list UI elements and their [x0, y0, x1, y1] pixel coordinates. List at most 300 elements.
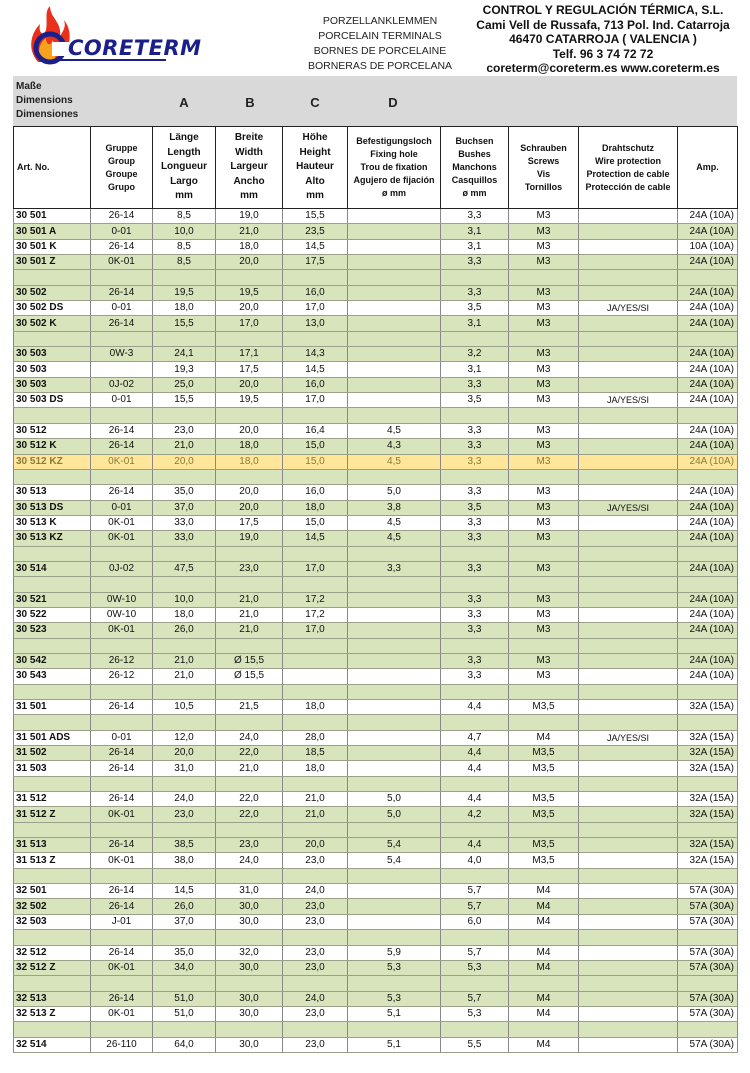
cell-amp	[678, 976, 738, 991]
cell-group: 26-14	[91, 285, 153, 300]
cell-wire-protection	[579, 469, 678, 484]
cell-bushes: 3,3	[441, 653, 509, 668]
cell-height	[283, 331, 348, 346]
cell-art-no: 30 512 KZ	[14, 454, 91, 469]
cell-bushes	[441, 1022, 509, 1037]
cell-amp	[678, 331, 738, 346]
cell-screws	[509, 1022, 579, 1037]
cell-height	[283, 270, 348, 285]
cell-fixing-hole: 4,5	[348, 531, 441, 546]
cell-screws: M3	[509, 239, 579, 254]
cell-amp: 32A (15A)	[678, 700, 738, 715]
cell-screws	[509, 546, 579, 561]
table-row-highlighted	[14, 454, 738, 469]
col-wire-protection: Drahtschutz Wire protection Protection de cable Protección de cable	[579, 127, 678, 209]
cell-amp: 32A (15A)	[678, 761, 738, 776]
cell-amp: 24A (10A)	[678, 531, 738, 546]
cell-width: 30,0	[216, 960, 283, 975]
cell-length	[153, 638, 216, 653]
cell-group	[91, 469, 153, 484]
cell-amp: 57A (30A)	[678, 1037, 738, 1052]
cell-length: 23,0	[153, 807, 216, 822]
cell-screws	[509, 684, 579, 699]
cell-screws	[509, 976, 579, 991]
cell-art-no: 30 503	[14, 347, 91, 362]
cell-fixing-hole: 5,0	[348, 807, 441, 822]
cell-amp	[678, 822, 738, 837]
title-es: BORNERAS DE PORCELANA	[307, 60, 453, 72]
table-row	[14, 592, 738, 607]
col-fixing-hole: Befestigungsloch Fixing hole Trou de fixation Agujero de fijación ø mm	[348, 127, 441, 209]
cell-amp: 24A (10A)	[678, 377, 738, 392]
cell-art-no: 31 512 Z	[14, 807, 91, 822]
cell-group: 0K-01	[91, 454, 153, 469]
dimensions-bar	[13, 76, 737, 126]
cell-screws: M4	[509, 991, 579, 1006]
cell-fixing-hole: 3,8	[348, 500, 441, 515]
cell-screws	[509, 868, 579, 883]
cell-wire-protection	[579, 945, 678, 960]
cell-amp: 57A (30A)	[678, 945, 738, 960]
cell-group: 0-01	[91, 730, 153, 745]
cell-group	[91, 1022, 153, 1037]
cell-screws	[509, 270, 579, 285]
cell-art-no: 30 503	[14, 362, 91, 377]
cell-fixing-hole: 5,1	[348, 1006, 441, 1021]
cell-amp: 24A (10A)	[678, 623, 738, 638]
cell-group	[91, 546, 153, 561]
cell-screws: M4	[509, 914, 579, 929]
cell-bushes: 3,5	[441, 500, 509, 515]
cell-art-no	[14, 684, 91, 699]
cell-fixing-hole	[348, 1022, 441, 1037]
cell-bushes: 3,3	[441, 255, 509, 270]
cell-width	[216, 868, 283, 883]
cell-width	[216, 822, 283, 837]
cell-screws: M4	[509, 884, 579, 899]
cell-group: 26-14	[91, 761, 153, 776]
cell-height: 14,5	[283, 239, 348, 254]
cell-amp: 24A (10A)	[678, 561, 738, 576]
cell-bushes	[441, 546, 509, 561]
cell-group: 26-14	[91, 991, 153, 1006]
cell-length: 35,0	[153, 945, 216, 960]
cell-length: 25,0	[153, 377, 216, 392]
cell-fixing-hole: 4,5	[348, 515, 441, 530]
cell-height: 24,0	[283, 991, 348, 1006]
cell-bushes	[441, 976, 509, 991]
cell-length: 10,0	[153, 224, 216, 239]
cell-art-no: 30 501 K	[14, 239, 91, 254]
cell-height	[283, 546, 348, 561]
cell-fixing-hole: 5,1	[348, 1037, 441, 1052]
cell-bushes: 5,7	[441, 899, 509, 914]
cell-bushes: 3,3	[441, 485, 509, 500]
cell-screws: M4	[509, 945, 579, 960]
cell-width: 19,0	[216, 531, 283, 546]
cell-wire-protection	[579, 899, 678, 914]
company-name: CONTROL Y REGULACIÓN TÉRMICA, S.L.	[482, 3, 724, 17]
table-row	[14, 700, 738, 715]
cell-screws: M4	[509, 1037, 579, 1052]
cell-fixing-hole	[348, 469, 441, 484]
table-row	[14, 669, 738, 684]
cell-fixing-hole	[348, 377, 441, 392]
cell-fixing-hole	[348, 316, 441, 331]
cell-length: 64,0	[153, 1037, 216, 1052]
cell-length: 35,0	[153, 485, 216, 500]
cell-art-no: 30 502 DS	[14, 301, 91, 316]
cell-width: 24,0	[216, 730, 283, 745]
cell-group: 26-14	[91, 239, 153, 254]
cell-wire-protection	[579, 515, 678, 530]
spacer-row	[14, 868, 738, 883]
cell-group: 0W-10	[91, 592, 153, 607]
cell-amp: 24A (10A)	[678, 607, 738, 622]
cell-screws: M3	[509, 653, 579, 668]
cell-fixing-hole	[348, 301, 441, 316]
cell-height: 15,0	[283, 439, 348, 454]
cell-wire-protection	[579, 684, 678, 699]
cell-width: 30,0	[216, 1037, 283, 1052]
cell-length: 51,0	[153, 991, 216, 1006]
cell-art-no: 30 522	[14, 607, 91, 622]
cell-fixing-hole	[348, 347, 441, 362]
cell-screws: M3	[509, 623, 579, 638]
cell-bushes: 3,1	[441, 316, 509, 331]
cell-height: 15,0	[283, 515, 348, 530]
cell-art-no	[14, 976, 91, 991]
cell-height: 16,0	[283, 485, 348, 500]
cell-wire-protection	[579, 408, 678, 423]
cell-length: 37,0	[153, 914, 216, 929]
cell-group: 0-01	[91, 224, 153, 239]
cell-fixing-hole	[348, 255, 441, 270]
cell-length: 21,0	[153, 439, 216, 454]
cell-height: 23,0	[283, 945, 348, 960]
cell-fixing-hole	[348, 653, 441, 668]
table-row	[14, 623, 738, 638]
spacer-row	[14, 684, 738, 699]
cell-bushes	[441, 715, 509, 730]
cell-bushes: 4,4	[441, 700, 509, 715]
cell-width: 20,0	[216, 301, 283, 316]
cell-fixing-hole	[348, 393, 441, 408]
cell-width	[216, 684, 283, 699]
cell-fixing-hole	[348, 577, 441, 592]
cell-wire-protection	[579, 592, 678, 607]
cell-length: 33,0	[153, 515, 216, 530]
cell-art-no: 30 501 A	[14, 224, 91, 239]
cell-amp	[678, 868, 738, 883]
cell-height: 17,0	[283, 623, 348, 638]
cell-height: 17,0	[283, 393, 348, 408]
cell-amp: 24A (10A)	[678, 285, 738, 300]
cell-fixing-hole	[348, 700, 441, 715]
table-row	[14, 807, 738, 822]
cell-width	[216, 546, 283, 561]
cell-fixing-hole: 5,0	[348, 485, 441, 500]
cell-amp: 24A (10A)	[678, 439, 738, 454]
cell-wire-protection	[579, 669, 678, 684]
cell-art-no: 32 512 Z	[14, 960, 91, 975]
cell-amp: 24A (10A)	[678, 515, 738, 530]
cell-amp: 57A (30A)	[678, 914, 738, 929]
cell-amp: 24A (10A)	[678, 347, 738, 362]
cell-length: 34,0	[153, 960, 216, 975]
cell-width	[216, 270, 283, 285]
cell-height	[283, 1022, 348, 1037]
cell-wire-protection	[579, 316, 678, 331]
cell-length: 15,5	[153, 316, 216, 331]
logo-wordmark: CORETERM	[68, 36, 202, 60]
table-row	[14, 377, 738, 392]
cell-wire-protection	[579, 822, 678, 837]
cell-length: 8,5	[153, 239, 216, 254]
cell-art-no	[14, 270, 91, 285]
cell-length: 14,5	[153, 884, 216, 899]
cell-length: 33,0	[153, 531, 216, 546]
cell-length	[153, 715, 216, 730]
cell-length	[153, 331, 216, 346]
cell-width: 20,0	[216, 423, 283, 438]
cell-art-no	[14, 546, 91, 561]
cell-bushes: 5,7	[441, 945, 509, 960]
cell-width: 21,5	[216, 700, 283, 715]
cell-group: 26-110	[91, 1037, 153, 1052]
table-row	[14, 792, 738, 807]
cell-group: 0K-01	[91, 1006, 153, 1021]
cell-fixing-hole	[348, 914, 441, 929]
cell-amp: 32A (15A)	[678, 807, 738, 822]
cell-length: 20,0	[153, 454, 216, 469]
cell-amp: 57A (30A)	[678, 899, 738, 914]
table-row	[14, 224, 738, 239]
cell-art-no: 31 501	[14, 700, 91, 715]
cell-width: 31,0	[216, 884, 283, 899]
cell-group: 0K-01	[91, 531, 153, 546]
cell-width: 17,0	[216, 316, 283, 331]
cell-length: 31,0	[153, 761, 216, 776]
cell-bushes	[441, 684, 509, 699]
cell-art-no	[14, 638, 91, 653]
dimension-letter-b: B	[245, 95, 255, 110]
cell-length: 24,0	[153, 792, 216, 807]
cell-screws: M3	[509, 454, 579, 469]
table-row	[14, 853, 738, 868]
cell-group: 26-14	[91, 792, 153, 807]
cell-group: 26-14	[91, 423, 153, 438]
cell-screws: M3	[509, 561, 579, 576]
cell-height	[283, 822, 348, 837]
cell-fixing-hole: 5,4	[348, 838, 441, 853]
cell-bushes: 3,1	[441, 224, 509, 239]
cell-height: 16,0	[283, 285, 348, 300]
cell-bushes: 3,3	[441, 377, 509, 392]
cell-amp	[678, 546, 738, 561]
cell-amp: 10A (10A)	[678, 239, 738, 254]
cell-length: 26,0	[153, 899, 216, 914]
cell-wire-protection	[579, 761, 678, 776]
cell-group	[91, 408, 153, 423]
cell-fixing-hole	[348, 546, 441, 561]
cell-height: 18,0	[283, 700, 348, 715]
cell-length: 18,0	[153, 301, 216, 316]
spacer-row	[14, 577, 738, 592]
cell-screws	[509, 577, 579, 592]
dimension-letter-d: D	[388, 95, 398, 110]
cell-group: 26-14	[91, 700, 153, 715]
cell-wire-protection	[579, 807, 678, 822]
cell-wire-protection	[579, 577, 678, 592]
cell-wire-protection	[579, 991, 678, 1006]
spacer-row	[14, 469, 738, 484]
spacer-row	[14, 638, 738, 653]
cell-fixing-hole	[348, 715, 441, 730]
cell-fixing-hole	[348, 884, 441, 899]
cell-fixing-hole: 5,4	[348, 853, 441, 868]
cell-length: 19,5	[153, 285, 216, 300]
cell-group	[91, 822, 153, 837]
cell-height: 20,0	[283, 838, 348, 853]
company-info	[462, 3, 744, 76]
cell-width: 21,0	[216, 761, 283, 776]
cell-bushes: 4,2	[441, 807, 509, 822]
cell-bushes: 3,1	[441, 239, 509, 254]
cell-art-no: 30 513 DS	[14, 500, 91, 515]
cell-group	[91, 577, 153, 592]
table-row	[14, 899, 738, 914]
cell-width: 20,0	[216, 500, 283, 515]
cell-bushes: 5,5	[441, 1037, 509, 1052]
cell-bushes	[441, 469, 509, 484]
company-contact: coreterm@coreterm.es www.coreterm.es	[486, 61, 720, 75]
cell-screws: M4	[509, 730, 579, 745]
cell-art-no: 30 513 K	[14, 515, 91, 530]
cell-width	[216, 930, 283, 945]
cell-fixing-hole	[348, 899, 441, 914]
cell-height: 17,0	[283, 561, 348, 576]
cell-height	[283, 653, 348, 668]
cell-group: 26-12	[91, 669, 153, 684]
cell-width: 20,0	[216, 377, 283, 392]
cell-group: 26-14	[91, 746, 153, 761]
cell-group: 0-01	[91, 301, 153, 316]
cell-length: 38,5	[153, 838, 216, 853]
col-height: Höhe Height Hauteur Alto mm	[283, 127, 348, 209]
cell-length: 37,0	[153, 500, 216, 515]
cell-amp: 24A (10A)	[678, 209, 738, 224]
spacer-row	[14, 1022, 738, 1037]
cell-art-no	[14, 868, 91, 883]
cell-screws: M3,5	[509, 700, 579, 715]
cell-width	[216, 715, 283, 730]
cell-group	[91, 638, 153, 653]
col-length: Länge Length Longueur Largo mm	[153, 127, 216, 209]
cell-fixing-hole	[348, 868, 441, 883]
cell-art-no	[14, 469, 91, 484]
cell-group	[91, 776, 153, 791]
table-row	[14, 439, 738, 454]
cell-wire-protection: JA/YES/SI	[579, 301, 678, 316]
cell-width: 21,0	[216, 623, 283, 638]
cell-height: 16,4	[283, 423, 348, 438]
spacer-row	[14, 408, 738, 423]
cell-width: 17,1	[216, 347, 283, 362]
dimensions-label-de: Maße	[16, 81, 42, 92]
cell-length: 24,1	[153, 347, 216, 362]
cell-screws: M3	[509, 285, 579, 300]
cell-wire-protection	[579, 715, 678, 730]
cell-height: 24,0	[283, 884, 348, 899]
cell-screws: M3,5	[509, 746, 579, 761]
cell-width: 21,0	[216, 592, 283, 607]
cell-length	[153, 976, 216, 991]
cell-bushes: 3,3	[441, 209, 509, 224]
cell-wire-protection	[579, 776, 678, 791]
cell-bushes: 3,3	[441, 669, 509, 684]
cell-screws: M3,5	[509, 853, 579, 868]
cell-width: 22,0	[216, 792, 283, 807]
cell-width: 18,0	[216, 439, 283, 454]
cell-bushes: 3,3	[441, 592, 509, 607]
cell-fixing-hole	[348, 224, 441, 239]
cell-group: 26-14	[91, 439, 153, 454]
table-row	[14, 209, 738, 224]
spacer-row	[14, 270, 738, 285]
cell-art-no: 31 513 Z	[14, 853, 91, 868]
cell-screws: M4	[509, 899, 579, 914]
cell-group	[91, 684, 153, 699]
cell-amp: 32A (15A)	[678, 792, 738, 807]
cell-screws: M3,5	[509, 761, 579, 776]
cell-wire-protection	[579, 1037, 678, 1052]
cell-bushes: 5,3	[441, 960, 509, 975]
company-address-line1: Cami Vell de Russafa, 713 Pol. Ind. Catarroja	[476, 17, 730, 32]
cell-group: 26-14	[91, 884, 153, 899]
cell-height: 15,5	[283, 209, 348, 224]
cell-fixing-hole: 4,3	[348, 439, 441, 454]
cell-wire-protection	[579, 623, 678, 638]
cell-width	[216, 331, 283, 346]
cell-screws: M3	[509, 439, 579, 454]
cell-screws	[509, 638, 579, 653]
cell-fixing-hole	[348, 776, 441, 791]
cell-width: 22,0	[216, 746, 283, 761]
cell-width: 20,0	[216, 255, 283, 270]
cell-fixing-hole	[348, 746, 441, 761]
cell-height: 23,0	[283, 899, 348, 914]
cell-fixing-hole	[348, 976, 441, 991]
cell-height: 17,2	[283, 607, 348, 622]
table-row	[14, 945, 738, 960]
cell-art-no	[14, 331, 91, 346]
cell-wire-protection	[579, 347, 678, 362]
cell-fixing-hole	[348, 684, 441, 699]
cell-fixing-hole	[348, 638, 441, 653]
cell-art-no: 32 513	[14, 991, 91, 1006]
cell-amp	[678, 776, 738, 791]
table-row	[14, 884, 738, 899]
cell-height	[283, 776, 348, 791]
cell-art-no	[14, 1022, 91, 1037]
cell-bushes: 3,2	[441, 347, 509, 362]
cell-width	[216, 577, 283, 592]
cell-wire-protection: JA/YES/SI	[579, 393, 678, 408]
cell-length	[153, 822, 216, 837]
table-row	[14, 991, 738, 1006]
cell-screws	[509, 822, 579, 837]
